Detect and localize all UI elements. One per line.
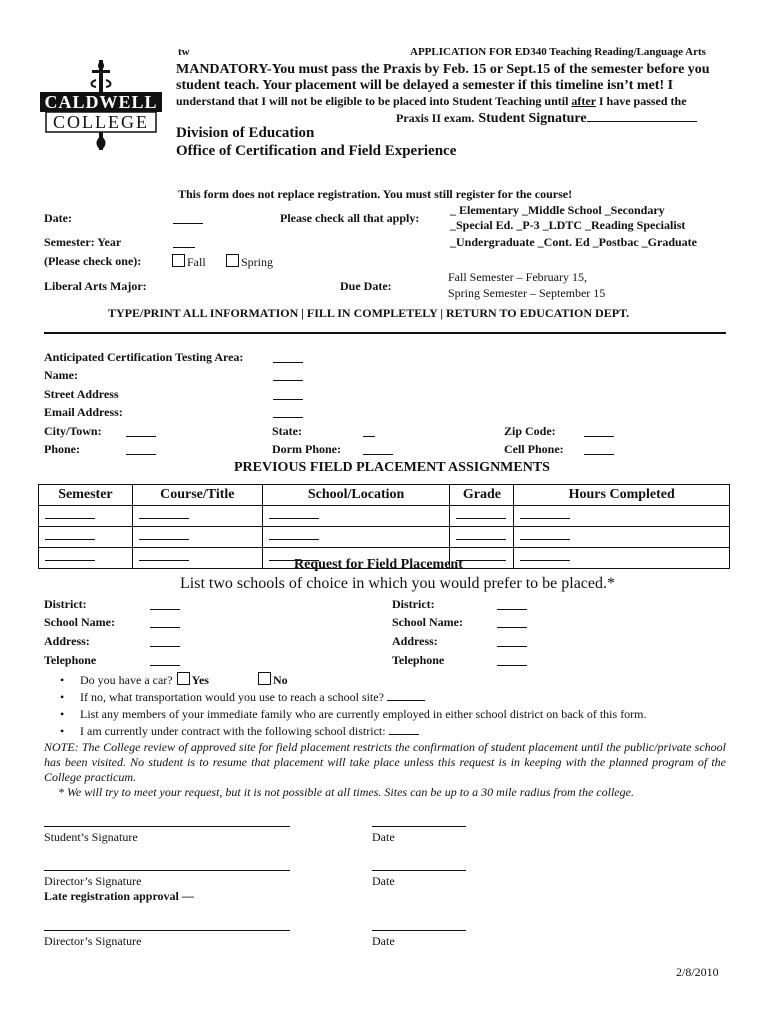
- transport-question: If no, what transportation would you use to reach a school site?: [80, 690, 384, 704]
- name-label: Name:: [44, 368, 78, 382]
- district-label-1: District:: [44, 597, 87, 611]
- student-signature-line[interactable]: [44, 826, 290, 827]
- student-date-line[interactable]: [372, 826, 466, 827]
- due-fall: Fall Semester – February 15,: [448, 270, 587, 284]
- logo-caldwell: CALDWELL: [44, 92, 158, 112]
- request-subtitle: List two schools of choice in which you would prefer to be placed.*: [180, 575, 615, 592]
- list-item: [60, 706, 647, 723]
- telephone-field-1[interactable]: [150, 665, 180, 666]
- cell-hours[interactable]: [514, 548, 730, 569]
- street-field[interactable]: [273, 399, 303, 400]
- fall-option[interactable]: [172, 254, 206, 270]
- date-field[interactable]: [173, 223, 203, 224]
- school-field-1[interactable]: [150, 627, 180, 628]
- city-field[interactable]: [126, 436, 156, 437]
- state-field[interactable]: [363, 436, 375, 437]
- instruction-banner: TYPE/PRINT ALL INFORMATION | FILL IN COMPLETELY | RETURN TO EDUCATION DEPT.: [108, 306, 630, 320]
- fall-label: Fall: [187, 255, 206, 269]
- table-row: [39, 506, 730, 527]
- cell-semester[interactable]: [39, 548, 133, 569]
- address-field-2[interactable]: [497, 646, 527, 647]
- logo-college: COLLEGE: [53, 112, 149, 132]
- school-label-2: School Name:: [392, 615, 463, 629]
- understand-line: [176, 94, 687, 109]
- cell-school[interactable]: [262, 527, 450, 548]
- fall-checkbox[interactable]: [172, 254, 185, 267]
- student-signature-field[interactable]: [587, 121, 697, 122]
- email-label: Email Address:: [44, 405, 123, 419]
- questions-list: [60, 672, 647, 740]
- family-question: List any members of your immediate family who are currently employed in either school district on back of this form.: [80, 707, 647, 721]
- application-title: APPLICATION FOR ED340 Teaching Reading/Language Arts: [410, 46, 706, 58]
- cell-grade[interactable]: [450, 506, 514, 527]
- list-item: [60, 672, 647, 689]
- phone-label: Phone:: [44, 442, 80, 456]
- office-title: Office of Certification and Field Experience: [176, 143, 457, 159]
- yes-label: Yes: [191, 673, 209, 687]
- contract-field[interactable]: [389, 734, 419, 735]
- initials: tw: [178, 46, 190, 58]
- cell-semester[interactable]: [39, 506, 133, 527]
- check-all-label: Please check all that apply:: [280, 211, 420, 225]
- director-date-line-2[interactable]: [372, 930, 466, 931]
- cell-hours[interactable]: [514, 506, 730, 527]
- cell-course[interactable]: [132, 506, 262, 527]
- dorm-phone-field[interactable]: [363, 454, 393, 455]
- cell-hours[interactable]: [514, 527, 730, 548]
- district-field-1[interactable]: [150, 609, 180, 610]
- phone-field[interactable]: [126, 454, 156, 455]
- state-label: State:: [272, 424, 302, 438]
- request-title: Request for Field Placement: [294, 557, 463, 572]
- caldwell-college-logo: [40, 56, 162, 152]
- division-title: Division of Education: [176, 125, 315, 141]
- director-date-caption-2: Date: [372, 934, 395, 948]
- due-spring: Spring Semester – September 15: [448, 286, 606, 300]
- telephone-label-1: Telephone: [44, 653, 97, 667]
- date-label: Date:: [44, 211, 72, 225]
- transport-field[interactable]: [387, 700, 425, 701]
- school-field-2[interactable]: [497, 627, 527, 628]
- director-date-caption-1: Date: [372, 874, 395, 888]
- cell-course[interactable]: [132, 527, 262, 548]
- list-item: [60, 723, 647, 740]
- late-registration-label: Late registration approval —: [44, 889, 194, 903]
- liberal-arts-label: Liberal Arts Major:: [44, 279, 147, 293]
- column-hours: Hours Completed: [514, 485, 730, 506]
- student-date-caption: Date: [372, 830, 395, 844]
- zip-field[interactable]: [584, 436, 614, 437]
- program-options-2[interactable]: _Special Ed. _P-3 _LDTC _Reading Specialist: [450, 218, 686, 232]
- director-signature-caption-2: Director’s Signature: [44, 934, 142, 948]
- zip-label: Zip Code:: [504, 424, 556, 438]
- address-field-1[interactable]: [150, 646, 180, 647]
- registration-note: This form does not replace registration. You must still register for the course!: [178, 187, 573, 201]
- cell-course[interactable]: [132, 548, 262, 569]
- name-field[interactable]: [273, 380, 303, 381]
- no-label: No: [272, 673, 288, 687]
- street-label: Street Address: [44, 387, 119, 401]
- semester-year-label: Semester: Year: [44, 235, 122, 249]
- director-signature-line-2[interactable]: [44, 930, 290, 931]
- director-signature-caption-1: Director’s Signature: [44, 874, 142, 888]
- praxis-text: Praxis II exam.: [396, 111, 475, 125]
- cell-phone-label: Cell Phone:: [504, 442, 564, 456]
- understand-pre: understand that I will not be eligible to be placed into Student Teaching until: [176, 94, 572, 108]
- semester-year-field[interactable]: [173, 247, 195, 248]
- spring-checkbox[interactable]: [226, 254, 239, 267]
- cell-semester[interactable]: [39, 527, 133, 548]
- previous-placements-title: PREVIOUS FIELD PLACEMENT ASSIGNMENTS: [234, 460, 550, 475]
- telephone-field-2[interactable]: [497, 665, 527, 666]
- director-signature-line-1[interactable]: [44, 870, 290, 871]
- district-label-2: District:: [392, 597, 435, 611]
- please-check-label: (Please check one):: [44, 254, 142, 268]
- cell-school[interactable]: [262, 506, 450, 527]
- spring-option[interactable]: [226, 254, 273, 270]
- director-date-line-1[interactable]: [372, 870, 466, 871]
- list-item: [60, 689, 647, 706]
- city-label: City/Town:: [44, 424, 102, 438]
- program-options-1[interactable]: _ Elementary _Middle School _Secondary: [450, 203, 665, 217]
- table-header-row: [39, 485, 730, 506]
- cell-grade[interactable]: [450, 527, 514, 548]
- footer-date: 2/8/2010: [676, 965, 719, 979]
- yes-checkbox[interactable]: [177, 672, 190, 685]
- address-label-2: Address:: [392, 634, 438, 648]
- district-field-2[interactable]: [497, 609, 527, 610]
- divider-rule: [44, 332, 726, 334]
- cert-area-label: Anticipated Certification Testing Area:: [44, 350, 244, 364]
- email-field[interactable]: [273, 417, 303, 418]
- due-date-label: Due Date:: [340, 279, 392, 293]
- request-note: * We will try to meet your request, but it is not possible at all times. Sites can be up to a 30 mile radius from the college.: [58, 785, 634, 799]
- column-school: School/Location: [262, 485, 450, 506]
- dorm-phone-label: Dorm Phone:: [272, 442, 341, 456]
- address-label-1: Address:: [44, 634, 90, 648]
- signature-line: [396, 109, 697, 127]
- telephone-label-2: Telephone: [392, 653, 445, 667]
- mandatory-line-2: student teach. Your placement will be delayed a semester if this timeline isn’t met! I: [176, 78, 674, 93]
- car-question: Do you have a car?: [80, 673, 173, 687]
- no-checkbox[interactable]: [258, 672, 271, 685]
- contract-question: I am currently under contract with the following school district:: [80, 724, 386, 738]
- column-semester: Semester: [39, 485, 133, 506]
- student-signature-label: Student Signature: [478, 111, 587, 126]
- table-row: [39, 527, 730, 548]
- spring-label: Spring: [241, 255, 274, 269]
- program-options-3[interactable]: _Undergraduate _Cont. Ed _Postbac _Graduate: [450, 235, 698, 249]
- student-signature-caption: Student’s Signature: [44, 830, 138, 844]
- cert-area-field[interactable]: [273, 362, 303, 363]
- mandatory-line-1: MANDATORY-You must pass the Praxis by Feb. 15 or Sept.15 of the semester before you: [176, 62, 710, 77]
- cell-phone-field[interactable]: [584, 454, 614, 455]
- column-grade: Grade: [450, 485, 514, 506]
- column-course: Course/Title: [132, 485, 262, 506]
- school-label-1: School Name:: [44, 615, 115, 629]
- understand-post: I have passed the: [595, 94, 687, 108]
- understand-after: after: [571, 94, 596, 108]
- placement-note: NOTE: The College review of approved site for field placement restricts the confirmation of student placement until the public/private school has been visited. No student is to resume that placement will take place unless this request is in keeping with the planned program of the College practicum.: [44, 740, 726, 784]
